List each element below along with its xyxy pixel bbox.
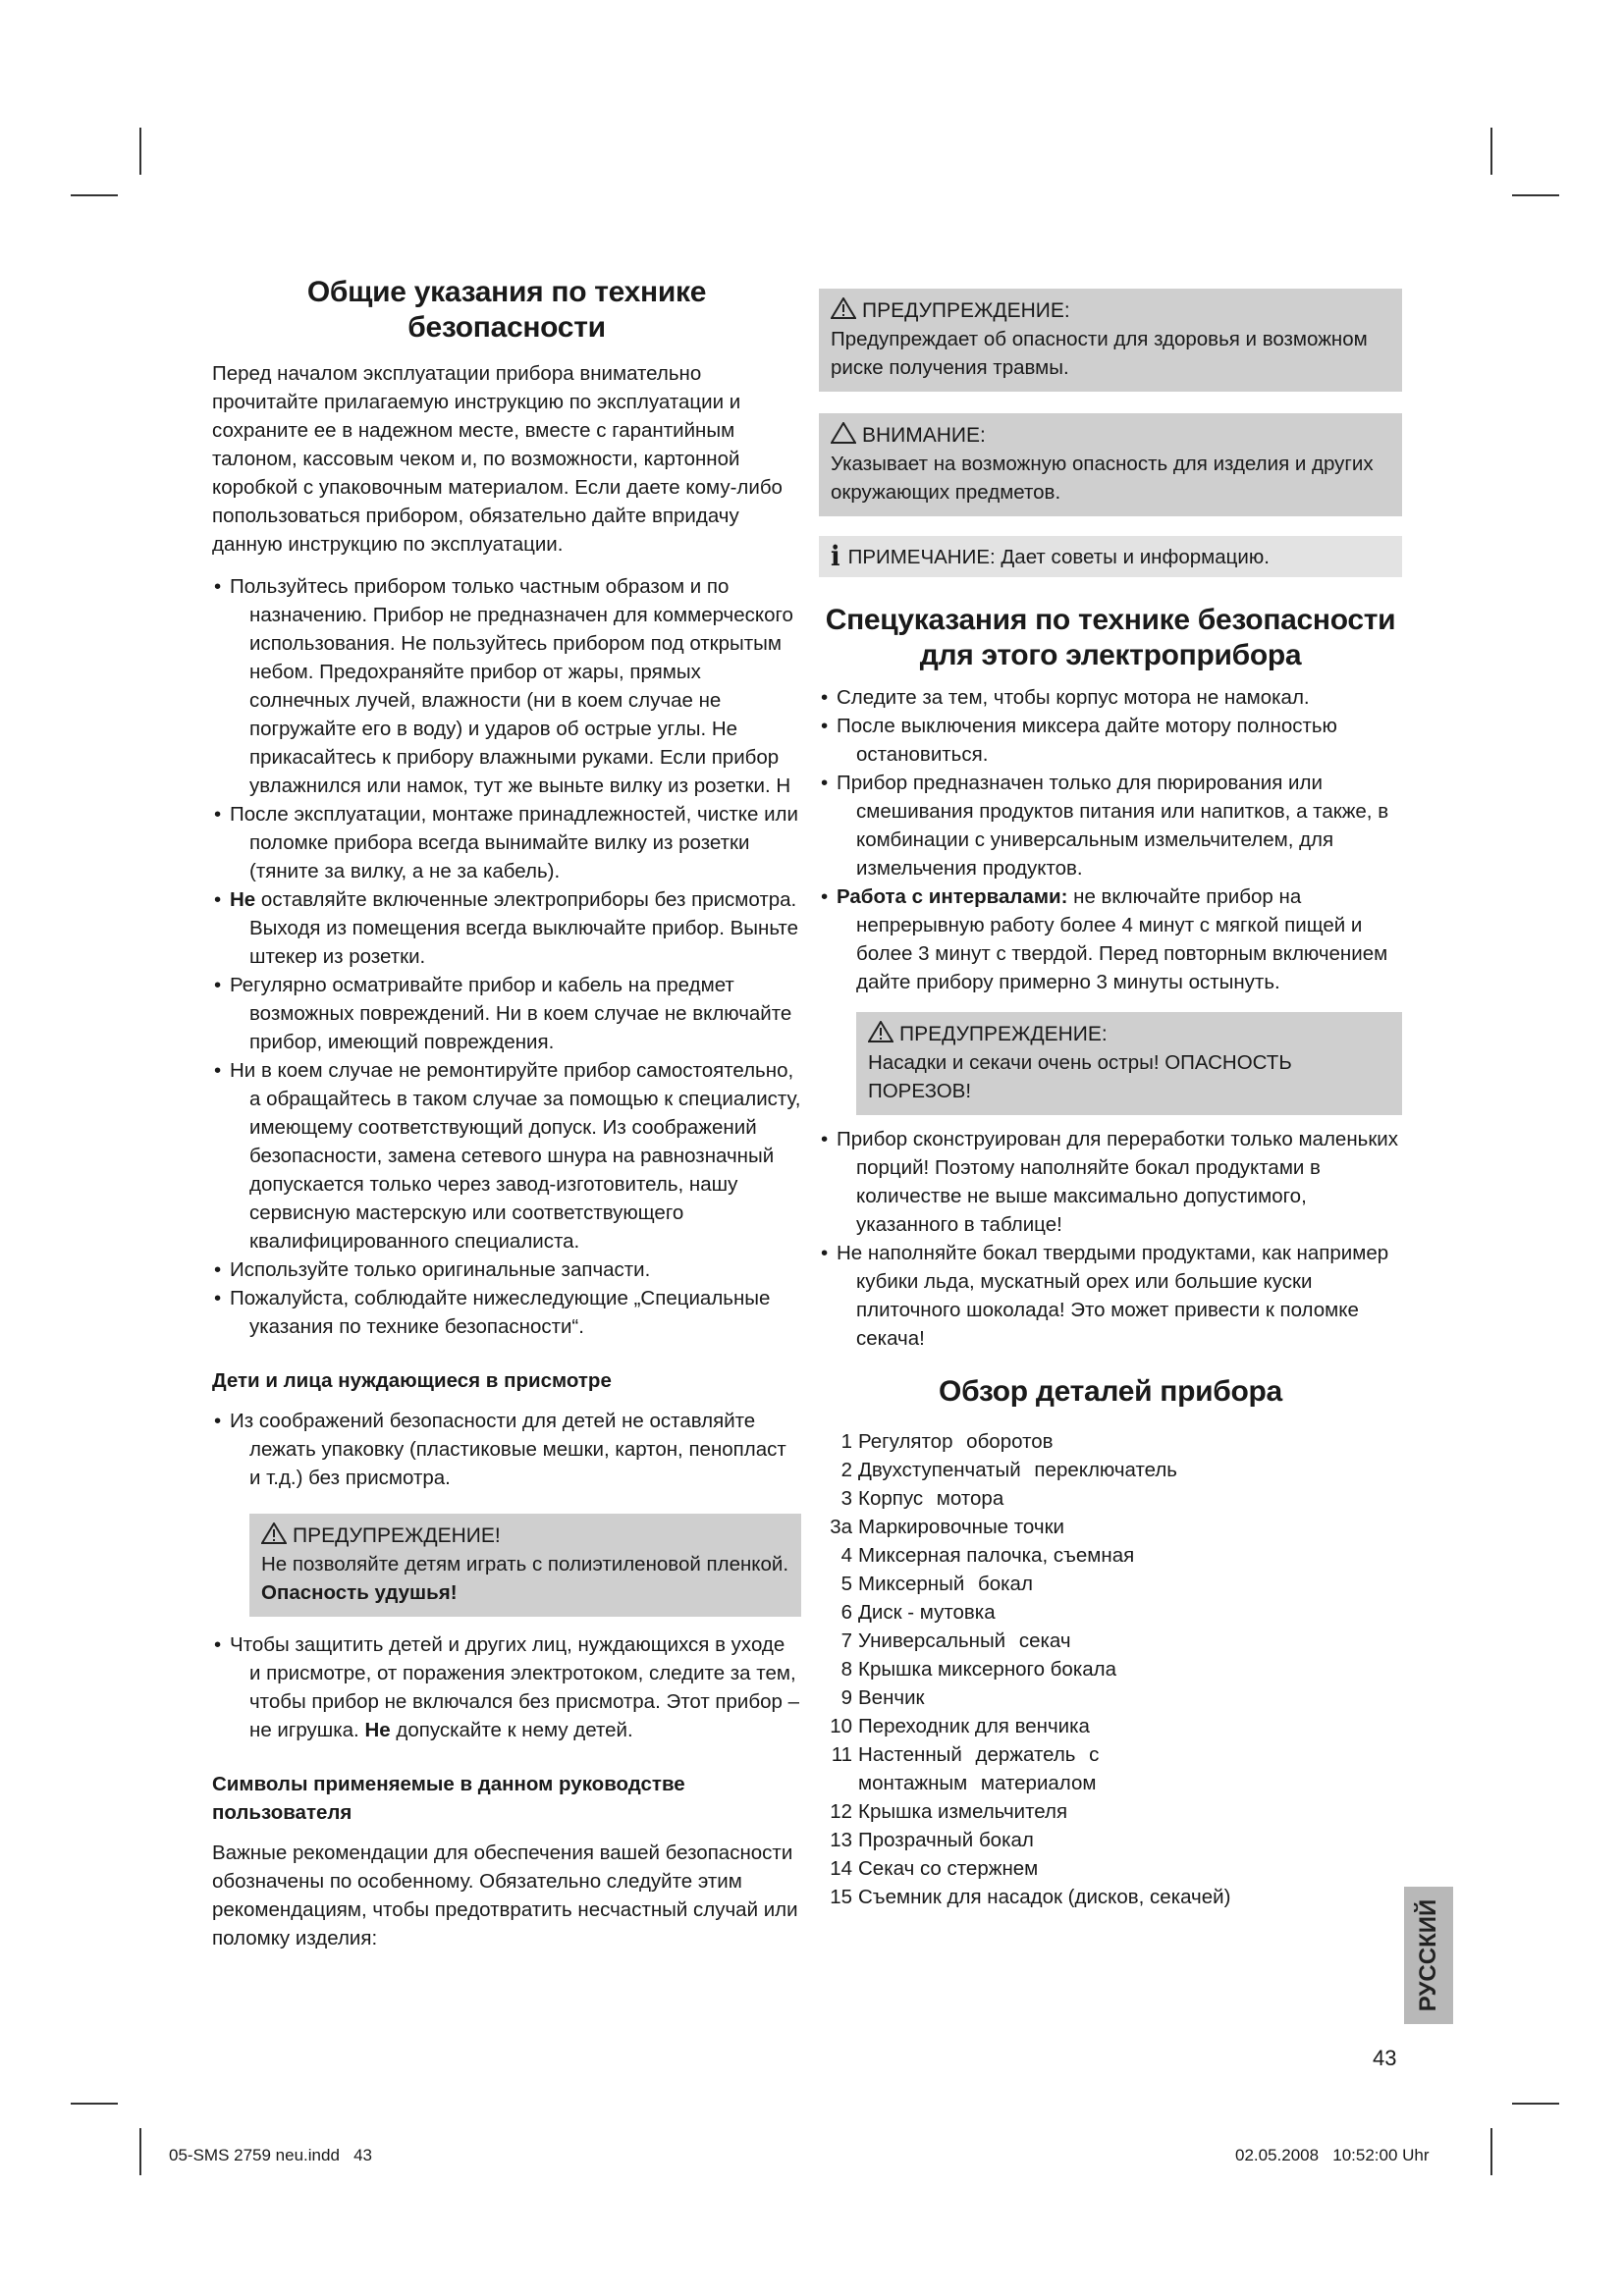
- children-bullets-2: [212, 1630, 801, 1744]
- crop-mark: [1490, 2128, 1492, 2175]
- special-bullets-2: [819, 1125, 1402, 1353]
- crop-mark: [139, 2128, 141, 2175]
- crop-mark: [1490, 128, 1492, 175]
- list-item: 12 Крышка измельчителя: [830, 1800, 1068, 1823]
- list-item: • Работа с интервалами: не включайте прибор на непрерывную работу более 4 минут с мягкой пищей и более 3 минут с твердой. Перед повторным включением дайте прибору примерно 3 минуты остынуть.: [819, 882, 1402, 996]
- list-item: • Прибор сконструирован для переработки только маленьких порций! Поэтому наполняйте бокал продуктами в количестве не выше максимально допустимого, указанного в таблице!: [819, 1125, 1402, 1239]
- list-item: • Не наполняйте бокал твердыми продуктами, как например кубики льда, мускатный орех или большие куски плиточного шоколада! Это может привести к поломке секача!: [819, 1239, 1402, 1353]
- list-item: 9 Венчик: [840, 1686, 925, 1709]
- list-item: • Ни в коем случае не ремонтируйте прибор самостоятельно, а обращайтесь в таком случае за помощью к специалисту, имеющему соответствующий допуск. Из соображений безопасности, замена сетевого шнура на равнозначный допускается только через завод-изготовитель, нашу сервисную мастерскую или соответствующего квалифицированного специалиста.: [212, 1056, 801, 1255]
- footer-file-info: 05-SMS 2759 neu.indd 43: [169, 2146, 372, 2164]
- list-item: • Прибор предназначен только для пюрирования или смешивания продуктов питания или напитков, а также, в комбинации с универсальным измельчителем, для измельчения продуктов.: [819, 769, 1402, 882]
- warning-triangle-icon: [261, 1522, 287, 1544]
- list-item: 4 Миксерная палочка, съемная: [840, 1544, 1135, 1567]
- list-item: • Используйте только оригинальные запчасти.: [212, 1255, 801, 1284]
- list-item: 5 Миксерный бокал: [840, 1573, 1033, 1595]
- list-item: 8 Крышка миксерного бокала: [840, 1658, 1117, 1681]
- list-item: 1 Регулятор оборотов: [840, 1430, 1054, 1453]
- left-column: [212, 275, 801, 1952]
- list-item: • Пользуйтесь прибором только частным образом и по назначению. Прибор не предназначен для коммерческого использования. Не пользуйтесь прибором под открытым небом. Предохраняйте прибор от жары, прямых солнечных лучей, влажности (ни в коем случае не погружайте его в воду) и ударов об острые углы. Не прикасайтесь к прибору влажными руками. Если прибор увлажнился или намок, тут же выньте вилку из розетки. Н: [212, 572, 801, 800]
- caution-triangle-icon: [831, 422, 856, 444]
- warning-box-blades: ПРЕДУПРЕЖДЕНИЕ: Насадки и секачи очень остры! ОПАСНОСТЬ ПОРЕЗОВ!: [856, 1012, 1402, 1115]
- list-item: 14 Секач со стержнем: [830, 1857, 1039, 1880]
- list-item: 3 Корпус мотора: [840, 1487, 1004, 1510]
- list-item: • Из соображений безопасности для детей не оставляйте лежать упаковку (пластиковые мешки, картон, пенопласт и т.д.) без присмотра.: [212, 1407, 801, 1492]
- right-column: [819, 275, 1402, 1911]
- list-item: • Не оставляйте включенные электроприборы без присмотра. Выходя из помещения всегда выключайте прибор. Выньте штекер из розетки.: [212, 885, 801, 971]
- intro-paragraph: Перед началом эксплуатации прибора внимательно прочитайте прилагаемую инструкцию по эксплуатации и сохраните ее в надежном месте, вместе с гарантийным талоном, кассовым чеком и, по возможности, картонной коробкой с упаковочным материалом. Если даете кому-либо попользоваться прибором, обязательно дайте впридачу данную инструкцию по эксплуатации.: [212, 362, 783, 556]
- crop-mark: [71, 2103, 118, 2105]
- list-item: 13 Прозрачный бокал: [830, 1829, 1034, 1851]
- list-item: • Чтобы защитить детей и других лиц, нуждающихся в уходе и присмотре, от поражения электротоком, следите за тем, чтобы прибор не включался без присмотра. Этот прибор – не игрушка. Не допускайте к нему детей.: [212, 1630, 801, 1744]
- language-tab: РУССКИЙ: [1404, 1887, 1453, 2024]
- special-safety-title: Спецуказания по технике безопасности для этого электроприбора: [825, 604, 1396, 671]
- list-item: • После эксплуатации, монтаже принадлежностей, чистке или поломке прибора всегда вынимайте вилку из розетки (тяните за вилку, а не за кабель).: [212, 800, 801, 885]
- children-heading: Дети и лица нуждающиеся в присмотре: [212, 1369, 612, 1392]
- special-bullets: [819, 683, 1402, 996]
- crop-mark: [71, 194, 118, 196]
- list-item: • Следите за тем, чтобы корпус мотора не намокал.: [819, 683, 1402, 712]
- list-item: 15 Съемник для насадок (дисков, секачей): [830, 1886, 1231, 1908]
- crop-mark: [139, 128, 141, 175]
- safety-bullets: [212, 572, 801, 1341]
- children-bullets: [212, 1407, 801, 1492]
- list-item: 10 Переходник для венчика: [830, 1715, 1090, 1737]
- list-item: 3a Маркировочные точки: [830, 1516, 1064, 1538]
- footer-timestamp: 02.05.2008 10:52:00 Uhr: [1235, 2146, 1430, 2164]
- page-number: 43: [1373, 2046, 1397, 2070]
- list-item: • Регулярно осматривайте прибор и кабель на предмет возможных повреждений. Ни в коем случае не включайте прибор, имеющий повреждения.: [212, 971, 801, 1056]
- warning-triangle-icon: [831, 297, 856, 319]
- crop-mark: [1512, 2103, 1559, 2105]
- legend-caution-box: ВНИМАНИЕ: Указывает на возможную опасность для изделия и других окружающих предметов.: [819, 413, 1402, 516]
- list-item: • После выключения миксера дайте мотору полностью остановиться.: [819, 712, 1402, 769]
- symbols-paragraph: Важные рекомендации для обеспечения вашей безопасности обозначены по особенному. Обязательно следуйте этим рекомендациям, чтобы предотвратить несчастный случай или поломку изделия:: [212, 1842, 798, 1949]
- warning-box-children: ПРЕДУПРЕЖДЕНИЕ! Не позволяйте детям играть с полиэтиленовой пленкой. Опасность удушья!: [249, 1514, 801, 1617]
- warning-triangle-icon: [868, 1021, 893, 1042]
- list-item: 7 Универсальный секач: [840, 1629, 1071, 1652]
- parts-list: [819, 1427, 1402, 1911]
- parts-title: Обзор деталей прибора: [939, 1375, 1282, 1408]
- list-item: 6 Диск - мутовка: [840, 1601, 996, 1624]
- crop-mark: [1512, 194, 1559, 196]
- list-item: 2 Двухступенчатый переключатель: [840, 1459, 1177, 1481]
- info-icon: i: [831, 540, 840, 572]
- general-safety-title: Общие указания по технике безопасности: [306, 276, 707, 344]
- list-item: 11 Настенный держатель с монтажным материалом: [831, 1743, 1100, 1794]
- list-item: • Пожалуйста, соблюдайте нижеследующие „Специальные указания по технике безопасности“.: [212, 1284, 801, 1341]
- legend-note-box: i ПРИМЕЧАНИЕ: Дает советы и информацию.: [819, 536, 1402, 577]
- symbols-heading: Символы применяемые в данном руководстве пользователя: [212, 1773, 685, 1824]
- legend-warning-box: ПРЕДУПРЕЖДЕНИЕ: Предупреждает об опасности для здоровья и возможном риске получения травмы.: [819, 289, 1402, 392]
